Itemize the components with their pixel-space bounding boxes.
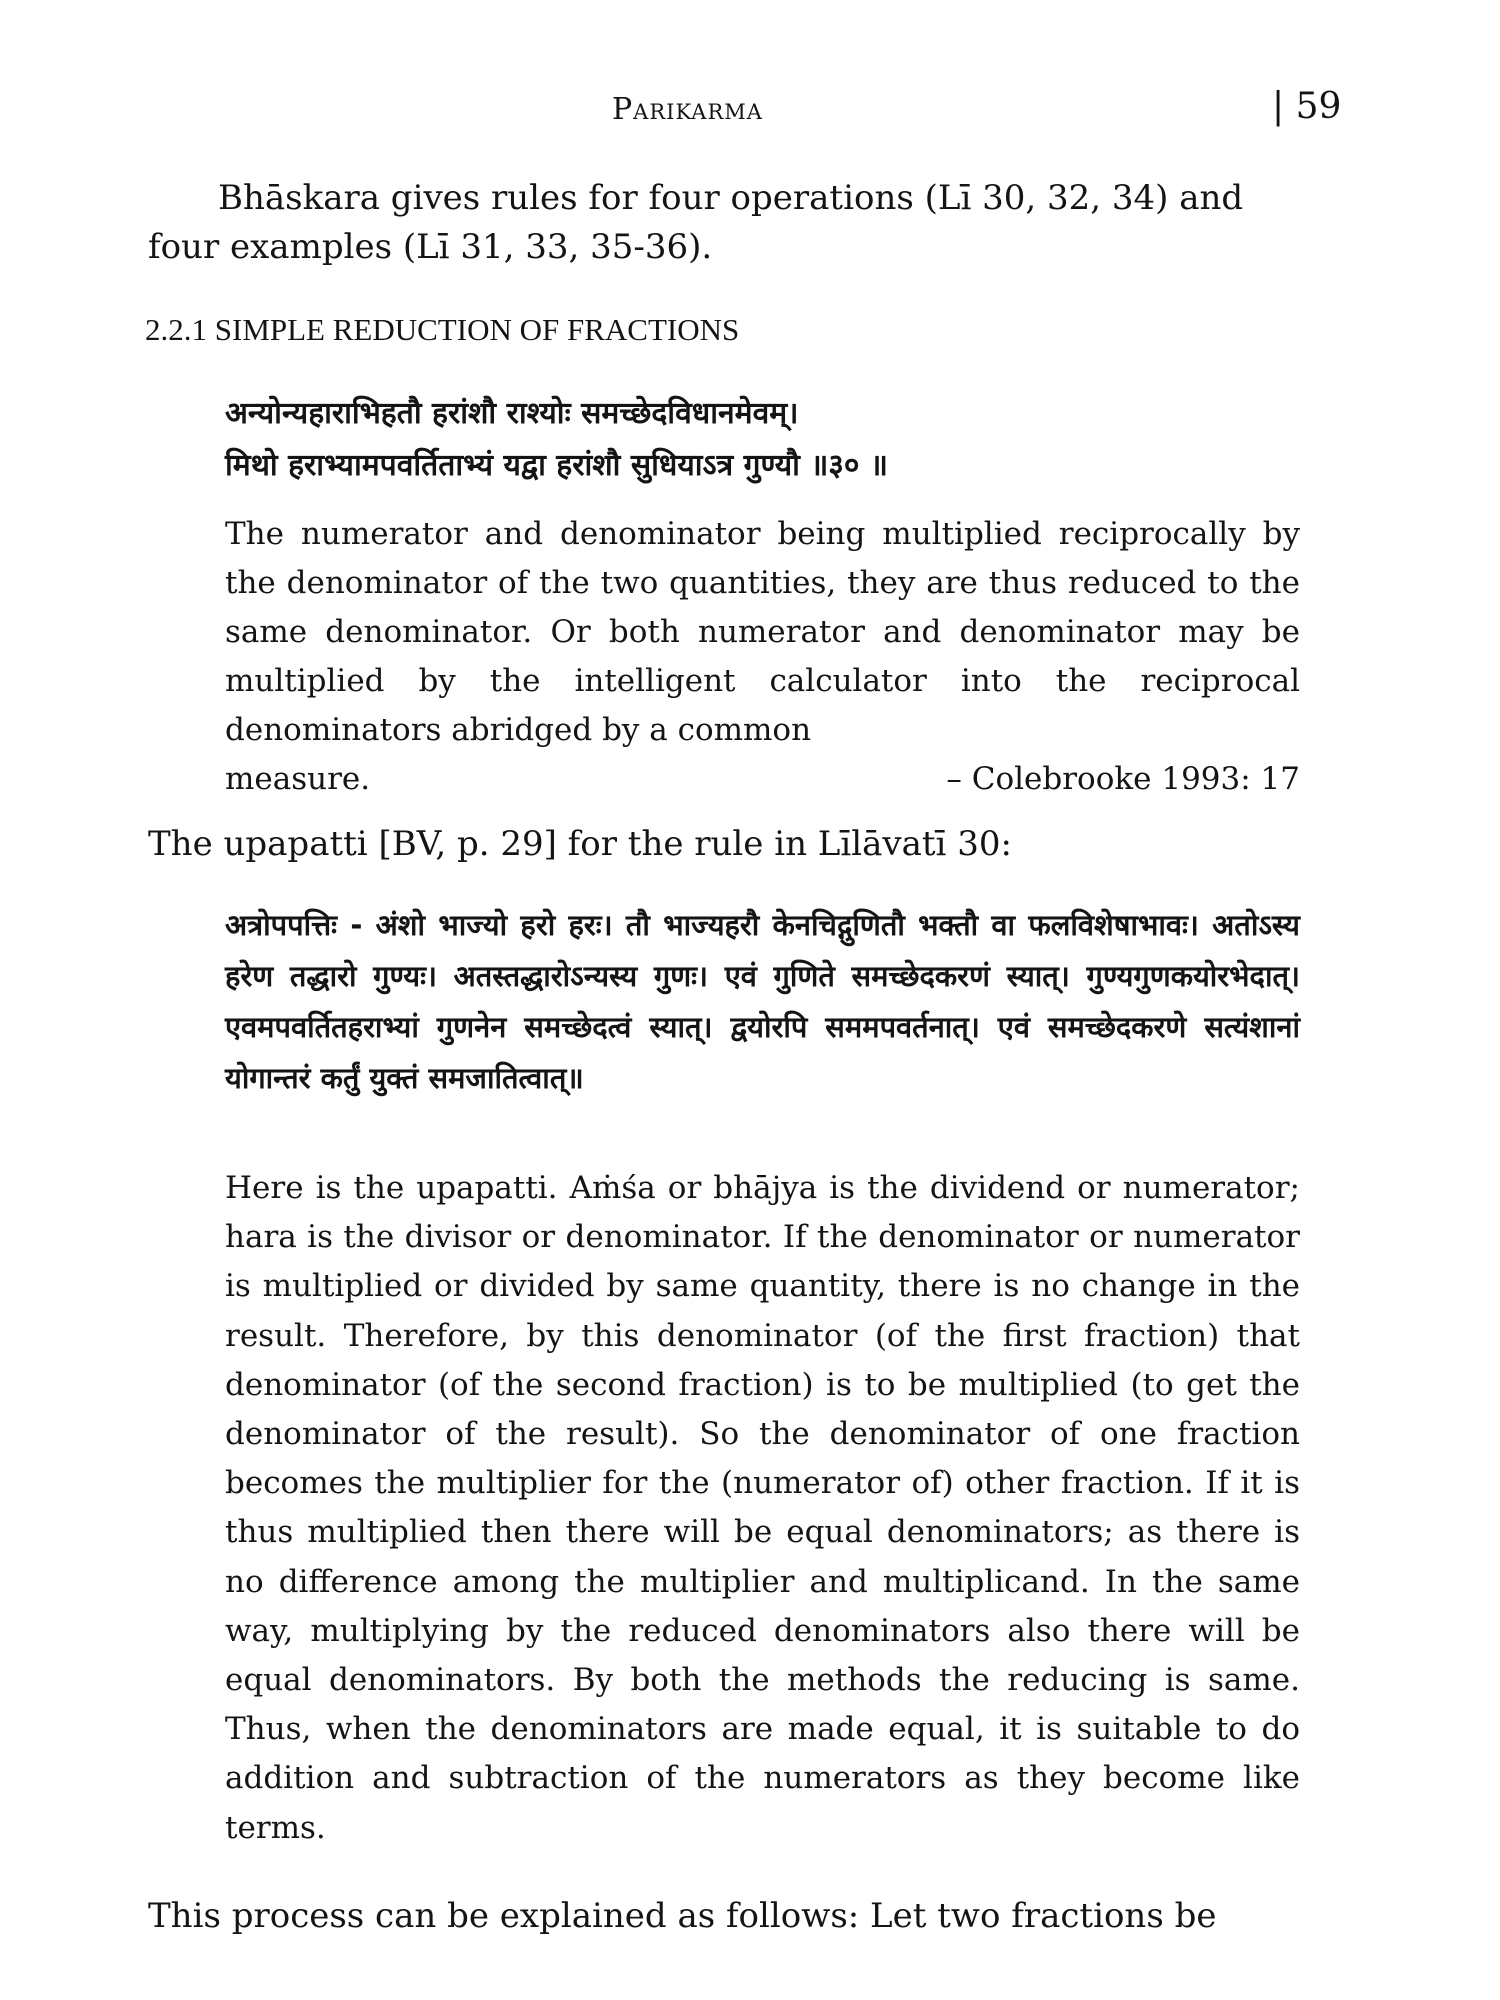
colebrooke-translation bbox=[225, 510, 1300, 804]
section-heading: 2.2.1 SIMPLE REDUCTION OF FRACTIONS bbox=[145, 312, 740, 347]
upapatti-intro: The upapatti [BV, p. 29] for the rule in Līlāvatī 30: bbox=[148, 824, 1012, 864]
running-title: Parikarma bbox=[612, 92, 763, 127]
intro-line-1: Bhāskara gives rules for four operations (Lī 30, 32, 34) and bbox=[218, 178, 1244, 218]
page-number: | 59 bbox=[1272, 86, 1342, 127]
closing-line: This process can be explained as follows: Let two fractions be bbox=[148, 1896, 1217, 1936]
translation-last-word: measure. bbox=[225, 761, 371, 797]
translation-attribution: – Colebrooke 1993: 17 bbox=[946, 761, 1300, 797]
intro-line-2: four examples (Lī 31, 33, 35-36). bbox=[148, 227, 713, 267]
verse-line-2: मिथो हराभ्यामपवर्तिताभ्यं यद्वा हरांशौ सुधियाऽत्र गुण्यौ ॥३० ॥ bbox=[225, 448, 888, 483]
translation-text: The numerator and denominator being multiplied reciprocally by the denominator of the two quantities, they are thus reduced to the same denominator. Or both numerator and denominator may be multiplied by the intelligent calculator into the reciprocal denominators abridged by a common bbox=[225, 516, 1300, 748]
intro-paragraph bbox=[148, 174, 1378, 272]
upapatti-sanskrit: अत्रोपपत्तिः - अंशो भाज्यो हरो हरः। तौ भाज्यहरौ केनचिद्गुणितौ भक्तौ वा फलविशेषाभावः। अतोऽस्य हरेण तद्धारो गुण्यः। अतस्तद्धारोऽन्यस्य गुणः। एवं गुणिते समच्छेदकरणं स्यात्। गुण्यगुणकयोरभेदात्। एवमपवर्तितहराभ्यां गुणनेन समच्छेदत्वं स्यात्। द्वयोरपि सममपवर्तनात्। एवं समच्छेदकरणे सत्यंशानां योगान्तरं कर्तुं युक्तं समजातित्वात्॥ bbox=[225, 908, 1300, 1095]
sanskrit-verse bbox=[225, 388, 888, 492]
running-head bbox=[0, 86, 1500, 136]
translation-last-line bbox=[225, 755, 1300, 804]
upapatti-explanation: Here is the upapatti. Aṁśa or bhājya is the dividend or numerator; hara is the divisor or denominator. If the denominator or numerator is multiplied or divided by same quantity, there is no change in the result. Therefore, by this denominator (of the first fraction) that denominator (of the second fraction) is to be multiplied (to get the denominator of the result). So the denominator of one fraction becomes the multiplier for the (numerator of) other fraction. If it is thus multiplied then there will be equal denominators; as there is no difference among the multiplier and multiplicand. In the same way, multiplying by the reduced denominators also there will be equal denominators. By both the methods the reducing is same. Thus, when the denominators are made equal, it is suitable to do addition and subtraction of the numerators as they become like terms. bbox=[225, 1170, 1300, 1846]
verse-line-1: अन्योन्यहाराभिहतौ हरांशौ राश्योः समच्छेदविधानमेवम्। bbox=[225, 396, 799, 431]
